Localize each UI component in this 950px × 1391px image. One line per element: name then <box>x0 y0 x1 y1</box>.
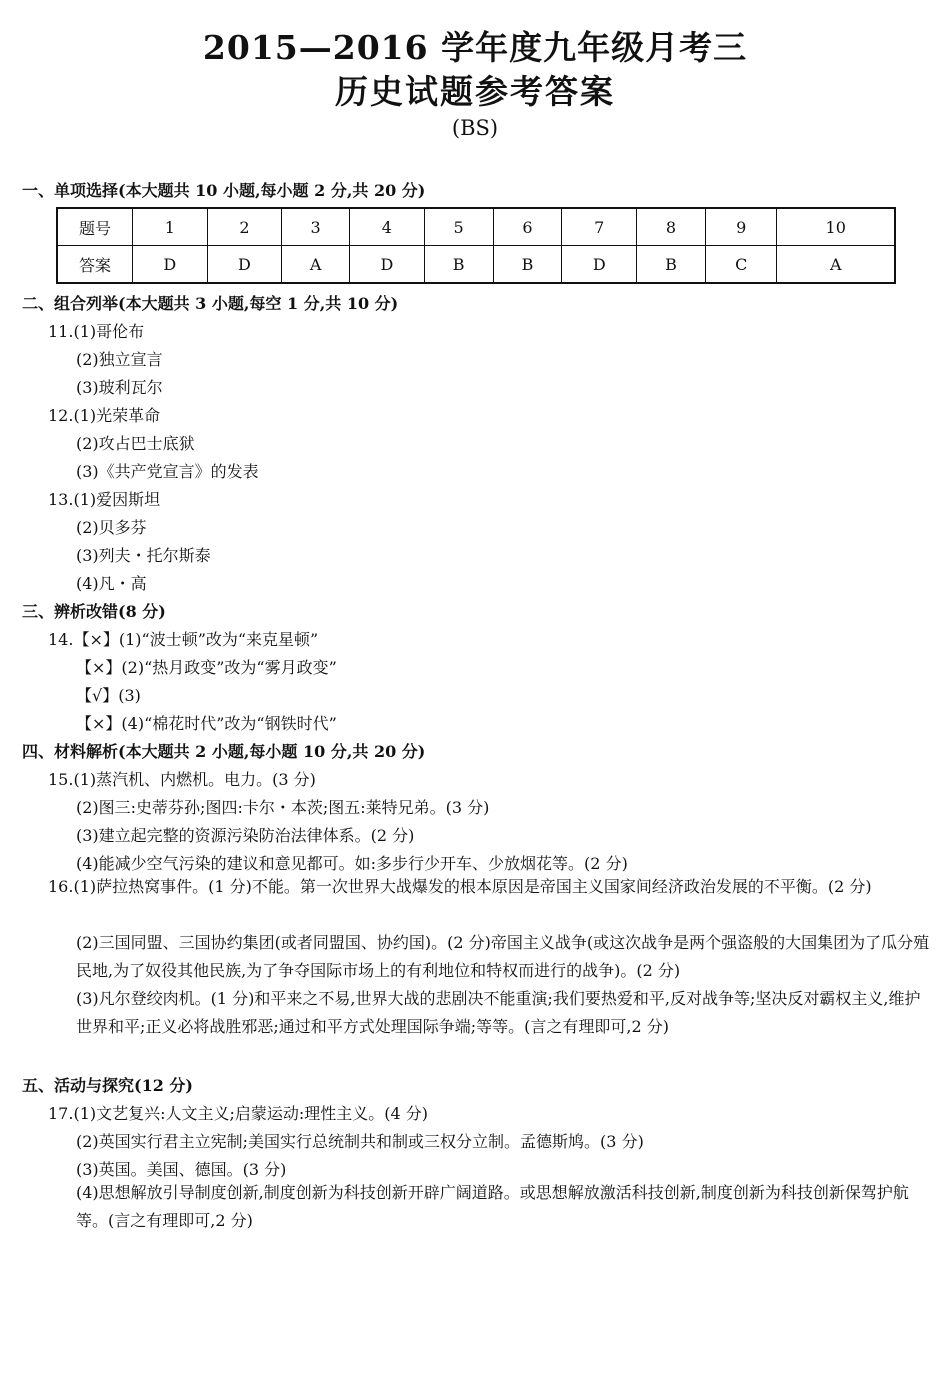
title-edition: (BS) <box>451 116 499 140</box>
table-row-numbers <box>57 208 895 246</box>
answer-line: (2)攻占巴士底狱 <box>76 434 195 453</box>
question-number: 9 <box>705 208 777 246</box>
answer-line: (3)列夫・托尔斯泰 <box>76 546 211 565</box>
answer-line: 15.(1)蒸汽机、内燃机。电力。(3 分) <box>48 770 316 789</box>
answer-cell: D <box>207 246 282 284</box>
answer-line: (2)独立宣言 <box>76 350 163 369</box>
answer-paragraph-text: 16.(1)萨拉热窝事件。(1 分)不能。第一次世界大战爆发的根本原因是帝国主义国家间经济政治发展的不平衡。(2 分) <box>48 877 872 896</box>
answer-line: 11.(1)哥伦布 <box>48 322 145 341</box>
answer-cell: B <box>424 246 493 284</box>
answer-line: (3)《共产党宣言》的发表 <box>76 462 259 481</box>
title-line-1: 2015—2016 学年度九年级月考三 <box>202 28 748 67</box>
answer-paragraph <box>76 985 932 1041</box>
answer-line: 13.(1)爱因斯坦 <box>48 490 161 509</box>
section-1-heading: 一、单项选择(本大题共 10 小题,每小题 2 分,共 20 分) <box>22 181 426 200</box>
answer-line: 17.(1)文艺复兴:人文主义;启蒙运动:理性主义。(4 分) <box>48 1104 429 1123</box>
answer-paragraph <box>48 873 932 901</box>
title-line-2: 历史试题参考答案 <box>335 72 615 111</box>
answer-cell: A <box>282 246 350 284</box>
question-number: 4 <box>350 208 425 246</box>
section-2-heading: 二、组合列举(本大题共 3 小题,每空 1 分,共 10 分) <box>22 294 399 313</box>
answer-paragraph <box>76 1179 932 1235</box>
question-number: 6 <box>493 208 562 246</box>
answer-cell: B <box>637 246 706 284</box>
question-number: 7 <box>562 208 637 246</box>
answer-line: (2)贝多芬 <box>76 518 147 537</box>
answer-cell: B <box>493 246 562 284</box>
answer-line: (2)图三:史蒂芬孙;图四:卡尔・本茨;图五:莱特兄弟。(3 分) <box>76 798 490 817</box>
table-row-label: 答案 <box>57 246 133 284</box>
answer-line: 14.【×】(1)“波士顿”改为“来克星顿” <box>48 630 319 649</box>
answer-paragraph-text: (4)思想解放引导制度创新,制度创新为科技创新开辟广阔道路。或思想解放激活科技创新,制度创新为科技创新保驾护航等。(言之有理即可,2 分) <box>76 1183 909 1230</box>
answer-line: 【√】(3) <box>76 686 141 705</box>
answer-line: (2)英国实行君主立宪制;美国实行总统制共和制或三权分立制。孟德斯鸠。(3 分) <box>76 1132 644 1151</box>
answer-cell: D <box>350 246 425 284</box>
answer-line: (4)凡・高 <box>76 574 147 593</box>
answer-paragraph <box>76 929 932 985</box>
table-row-answers <box>57 246 895 284</box>
section-5-heading: 五、活动与探究(12 分) <box>22 1076 193 1095</box>
table-row-label: 题号 <box>57 208 133 246</box>
answer-paragraph-text: (2)三国同盟、三国协约集团(或者同盟国、协约国)。(2 分)帝国主义战争(或这次战争是两个强盗般的大国集团为了瓜分殖民地,为了奴役其他民族,为了争夺国际市场上的有利地位和特权而进行的战争)。(2 分) <box>76 933 930 980</box>
answer-line: 【×】(4)“棉花时代”改为“钢铁时代” <box>76 714 337 733</box>
section-3-heading: 三、辨析改错(8 分) <box>22 602 166 621</box>
answer-line: (4)能减少空气污染的建议和意见都可。如:多步行少开车、少放烟花等。(2 分) <box>76 854 628 873</box>
answer-cell: D <box>133 246 208 284</box>
question-number: 10 <box>777 208 895 246</box>
answer-line: (3)建立起完整的资源污染防治法律体系。(2 分) <box>76 826 415 845</box>
section-4-heading: 四、材料解析(本大题共 2 小题,每小题 10 分,共 20 分) <box>22 742 426 761</box>
answer-paragraph-text: (3)凡尔登绞肉机。(1 分)和平来之不易,世界大战的悲剧决不能重演;我们要热爱和平,反对战争等;坚决反对霸权主义,维护世界和平;正义必将战胜邪恶;通过和平方式处理国际争端;等等。(言之有理即可,2 分) <box>76 989 921 1036</box>
answer-line: 12.(1)光荣革命 <box>48 406 161 425</box>
question-number: 5 <box>424 208 493 246</box>
answer-cell: C <box>705 246 777 284</box>
question-number: 3 <box>282 208 350 246</box>
question-number: 8 <box>637 208 706 246</box>
answer-line: 【×】(2)“热月政变”改为“雾月政变” <box>76 658 337 677</box>
answer-line: (3)英国。美国、德国。(3 分) <box>76 1160 287 1179</box>
answer-table <box>56 207 896 284</box>
answer-cell: A <box>777 246 895 284</box>
answer-cell: D <box>562 246 637 284</box>
answer-line: (3)玻利瓦尔 <box>76 378 163 397</box>
question-number: 1 <box>133 208 208 246</box>
question-number: 2 <box>207 208 282 246</box>
